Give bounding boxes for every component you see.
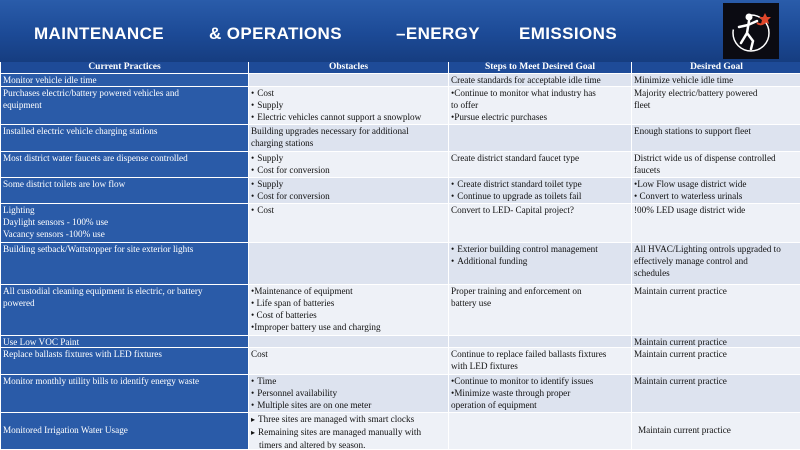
table-cell-steps: • Create district standard toilet type • Continue to upgrade as toilets fail xyxy=(449,178,631,203)
table-cell-practice: Monitor monthly utility bills to identify energy waste xyxy=(1,375,248,412)
table-cell-goal: All HVAC/Lighting ontrols upgraded to effectively manage control and schedules xyxy=(632,243,800,284)
table-cell-obstacles xyxy=(249,74,448,86)
emissions-table xyxy=(1,62,798,449)
table-cell-steps: Continue to replace failed ballasts fixtures with LED fixtures xyxy=(449,348,631,374)
table-cell-obstacles: • Cost xyxy=(249,204,448,242)
table-cell-steps xyxy=(449,125,631,151)
table-cell-goal: Maintain current practice xyxy=(632,348,800,374)
table-cell-obstacles xyxy=(249,336,448,347)
table-cell-obstacles: •Maintenance of equipment • Life span of batteries • Cost of batteries •Improper battery use and charging xyxy=(249,285,448,335)
table-cell-steps: • Exterior building control management • Additional funding xyxy=(449,243,631,284)
table-cell-obstacles: • Cost • Supply • Electric vehicles cannot support a snowplow xyxy=(249,87,448,124)
table-cell-practice: Purchases electric/battery powered vehicles and equipment xyxy=(1,87,248,124)
table-cell-goal: Majority electric/battery powered fleet xyxy=(632,87,800,124)
table-header-desired-goal: Desired Goal xyxy=(632,62,800,73)
table-cell-obstacles: ▸ Three sites are managed with smart clocks ▸ Remaining sites are managed manually with timers and altered by season. xyxy=(249,413,448,449)
table-cell-steps: •Continue to monitor what industry has to offer •Pursue electric purchases xyxy=(449,87,631,124)
table-cell-goal: Minimize vehicle idle time xyxy=(632,74,800,86)
table-cell-steps: Proper training and enforcement on battery use xyxy=(449,285,631,335)
table-cell-practice: Building setback/Wattstopper for site exterior lights xyxy=(1,243,248,284)
table-cell-practice: Use Low VOC Paint xyxy=(1,336,248,347)
table-cell-obstacles: • Supply • Cost for conversion xyxy=(249,178,448,203)
table-cell-practice: Monitor vehicle idle time xyxy=(1,74,248,86)
title-part-emissions: EMISSIONS xyxy=(519,24,618,43)
table-cell-goal: District wide us of dispense controlled faucets xyxy=(632,152,800,177)
table-cell-steps: Convert to LED- Capital project? xyxy=(449,204,631,242)
table-cell-practice: Some district toilets are low flow xyxy=(1,178,248,203)
table-cell-practice: Monitored Irrigation Water Usage xyxy=(1,413,248,449)
table-cell-practice: Most district water faucets are dispense controlled xyxy=(1,152,248,177)
title-part-operations: & OPERATIONS xyxy=(209,24,342,43)
title-part-energy: –ENERGY xyxy=(396,24,481,43)
table-cell-steps: Create district standard faucet type xyxy=(449,152,631,177)
page-title xyxy=(0,24,800,52)
table-cell-obstacles: Building upgrades necessary for additional charging stations xyxy=(249,125,448,151)
table-cell-practice: Replace ballasts fixtures with LED fixtures xyxy=(1,348,248,374)
table-cell-practice: All custodial cleaning equipment is electric, or battery powered xyxy=(1,285,248,335)
table-cell-steps xyxy=(449,413,631,449)
table-cell-obstacles xyxy=(249,243,448,284)
table-cell-obstacles: • Time • Personnel availability • Multiple sites are on one meter xyxy=(249,375,448,412)
table-cell-goal: Maintain current practice xyxy=(632,375,800,412)
title-part-maintenance: MAINTENANCE xyxy=(34,24,165,43)
table-cell-goal: !00% LED usage district wide xyxy=(632,204,800,242)
table-cell-steps xyxy=(449,336,631,347)
table-header-obstacles: Obstacles xyxy=(249,62,448,73)
table-cell-obstacles: • Supply • Cost for conversion xyxy=(249,152,448,177)
table-cell-goal: •Low Flow usage district wide • Convert to waterless urinals xyxy=(632,178,800,203)
table-cell-steps: Create standards for acceptable idle time xyxy=(449,74,631,86)
runner-star-logo-icon xyxy=(723,3,779,59)
title-bar xyxy=(0,0,800,62)
table-cell-practice: Lighting Daylight sensors - 100% use Vacancy sensors -100% use xyxy=(1,204,248,242)
table-cell-obstacles: Cost xyxy=(249,348,448,374)
table-cell-steps: •Continue to monitor to identify issues •Minimize waste through proper operation of equipment xyxy=(449,375,631,412)
table-header-current-practices: Current Practices xyxy=(1,62,248,73)
table-cell-goal: Maintain current practice xyxy=(632,285,800,335)
table-cell-goal: Enough stations to support fleet xyxy=(632,125,800,151)
table-cell-goal: Maintain current practice xyxy=(632,413,800,449)
table-cell-goal: Maintain current practice xyxy=(632,336,800,347)
table-cell-practice: Installed electric vehicle charging stations xyxy=(1,125,248,151)
table-header-steps: Steps to Meet Desired Goal xyxy=(449,62,631,73)
